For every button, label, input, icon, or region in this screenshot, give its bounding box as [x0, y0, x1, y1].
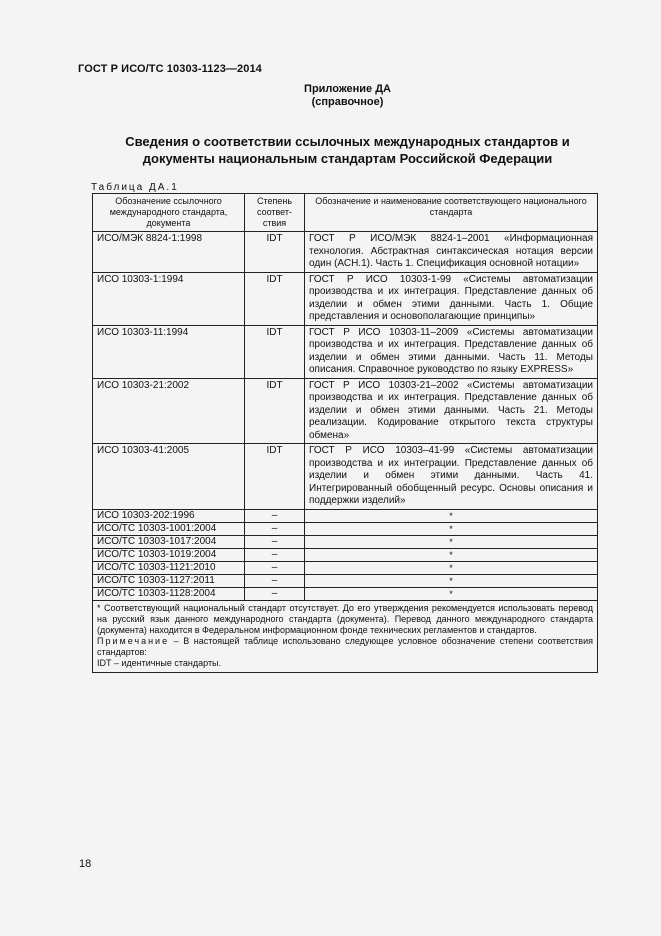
cell-reference: ИСО 10303-1:1994: [93, 272, 245, 325]
cell-national: *: [305, 535, 598, 548]
header-national-standard: Обозначение и наименование соответствующего национального стандарта: [305, 194, 598, 232]
cell-degree: –: [245, 561, 305, 574]
table-row: [93, 232, 598, 273]
note-label: Примечание: [97, 635, 170, 646]
table-row: [93, 574, 598, 587]
cell-national: *: [305, 561, 598, 574]
cell-degree: –: [245, 587, 305, 600]
correspondence-table: [92, 193, 598, 673]
cell-degree: –: [245, 574, 305, 587]
cell-reference: ИСО 10303-11:1994: [93, 325, 245, 378]
cell-reference: ИСО/ТС 10303-1121:2010: [93, 561, 245, 574]
cell-reference: ИСО 10303-41:2005: [93, 444, 245, 510]
cell-reference: ИСО/ТС 10303-1017:2004: [93, 535, 245, 548]
table-caption: Таблица ДА.1: [91, 182, 179, 193]
cell-national: ГОСТ Р ИСО 10303-11–2009 «Системы автоматизации производства и их интеграция. Представление данных об изделии и обмен этими данными. Часть 11. Методы описания. Справочное руководство по языку EXPRESS»: [305, 325, 598, 378]
section-title: [95, 133, 600, 167]
cell-national: ГОСТ Р ИСО/МЭК 8824-1–2001 «Информационная технология. Абстрактная синтаксическая нотация версии один (АСН.1). Часть 1. Спецификация основной нотации»: [305, 232, 598, 273]
cell-reference: ИСО/МЭК 8824-1:1998: [93, 232, 245, 273]
appendix-title: Приложение ДА: [304, 83, 391, 95]
cell-degree: –: [245, 535, 305, 548]
cell-degree: IDT: [245, 272, 305, 325]
cell-national: *: [305, 522, 598, 535]
cell-national: *: [305, 548, 598, 561]
table-row: [93, 378, 598, 444]
table-row: [93, 535, 598, 548]
cell-reference: ИСО/ТС 10303-1127:2011: [93, 574, 245, 587]
section-title-line-1: Сведения о соответствии ссылочных международных стандартов и: [125, 134, 570, 149]
table-row: [93, 561, 598, 574]
section-title-line-2: документы национальным стандартам Российской Федерации: [142, 151, 553, 166]
table-row: [93, 325, 598, 378]
cell-degree: –: [245, 509, 305, 522]
cell-degree: IDT: [245, 325, 305, 378]
cell-degree: IDT: [245, 232, 305, 273]
table-notes-cell: [93, 600, 598, 672]
cell-national: ГОСТ Р ИСО 10303-1-99 «Системы автоматизации производства и их интеграция. Представление данных об изделии и обмен этими данными. Часть 1. Общие представления и основополагающие принципы»: [305, 272, 598, 325]
header-degree: Степень соответствия: [245, 194, 305, 232]
note-idt-definition: IDT – идентичные стандарты.: [97, 657, 222, 668]
cell-reference: ИСО/ТС 10303-1001:2004: [93, 522, 245, 535]
cell-reference: ИСО/ТС 10303-1128:2004: [93, 587, 245, 600]
cell-reference: ИСО 10303-202:1996: [93, 509, 245, 522]
table-notes-row: [93, 600, 598, 672]
cell-national: *: [305, 574, 598, 587]
cell-degree: –: [245, 548, 305, 561]
table-row: [93, 509, 598, 522]
cell-national: ГОСТ Р ИСО 10303–41-99 «Системы автоматизации производства и их интеграции. Представление данных об изделии и обмен этими данными. Часть 41. Интегрированный обобщенный ресурс. Основы описания и поддержки изделий»: [305, 444, 598, 510]
cell-reference: ИСО/ТС 10303-1019:2004: [93, 548, 245, 561]
note-text: – В настоящей таблице использовано следующее условное обозначение степени соответствия стандартов:: [97, 635, 593, 657]
table-header-row: [93, 194, 598, 232]
page-number: 18: [79, 858, 92, 870]
cell-degree: –: [245, 522, 305, 535]
table-row: [93, 548, 598, 561]
table-row: [93, 587, 598, 600]
table-footnote: * Соответствующий национальный стандарт отсутствует. До его утверждения рекомендуется использовать перевод на русский язык данного международного стандарта (документа). Перевод данного международного стандарта (документа) находится в Федеральном информационном фонде технических регламентов и стандартов.: [97, 602, 593, 635]
cell-national: *: [305, 587, 598, 600]
table-row: [93, 272, 598, 325]
cell-reference: ИСО 10303-21:2002: [93, 378, 245, 444]
appendix-subtitle: (справочное): [311, 96, 384, 108]
table-row: [93, 522, 598, 535]
header-reference-standard: Обозначение ссылочного международного стандарта, документа: [93, 194, 245, 232]
appendix-heading: [0, 83, 661, 109]
document-code: ГОСТ Р ИСО/ТС 10303-1123—2014: [78, 63, 262, 75]
cell-national: ГОСТ Р ИСО 10303-21–2002 «Системы автоматизации производства и их интеграция. Представление данных об изделии и обмен этими данными. Часть 21. Методы реализации. Кодирование открытого текста структуры обмена»: [305, 378, 598, 444]
cell-degree: IDT: [245, 444, 305, 510]
cell-national: *: [305, 509, 598, 522]
cell-degree: IDT: [245, 378, 305, 444]
table-row: [93, 444, 598, 510]
table-note: [97, 636, 593, 658]
